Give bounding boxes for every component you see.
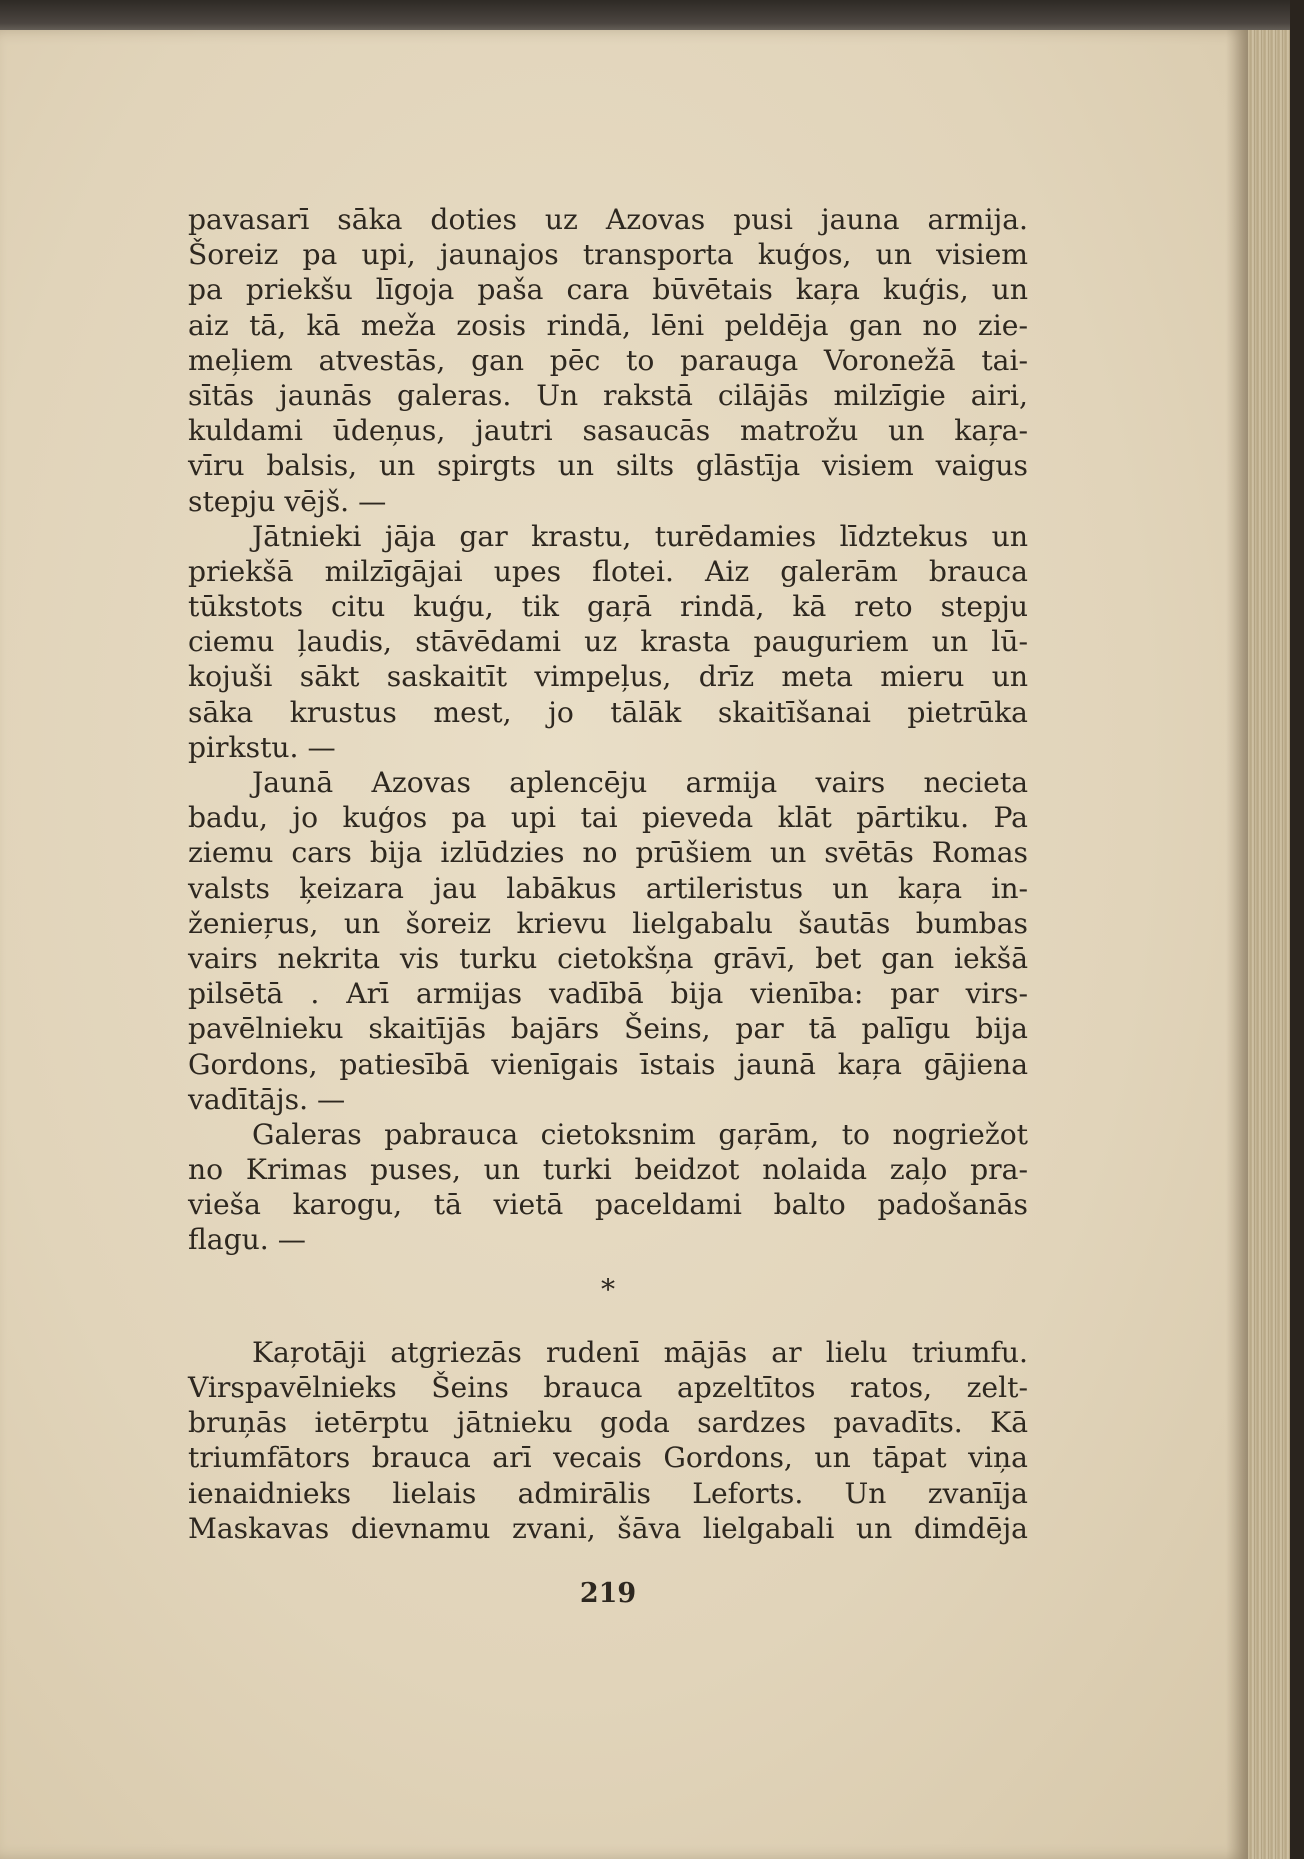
text-line: pavēlnieku skaitījās bajārs Šeins, par tā palīgu bija bbox=[188, 1012, 1028, 1046]
text-line: vairs nekrita vis turku cietokšņa grāvī, bet gan iekšā bbox=[188, 941, 1028, 975]
text-line: kojuši sākt saskaitīt vimpeļus, drīz meta mieru un bbox=[188, 660, 1028, 694]
text-line: pilsētā . Arī armijas vadībā bija vienība: par virs- bbox=[188, 977, 1028, 1011]
text-line: Virspavēlnieks Šeins brauca apzeltītos ratos, zelt- bbox=[188, 1371, 1028, 1404]
text-line: Jātnieki jāja gar krastu, turēdamies līdztekus un bbox=[252, 519, 1028, 553]
text-line: Maskavas dievnamu zvani, šāva lielgabali un dimdēja bbox=[188, 1511, 1028, 1545]
text-line: ienaidnieks lielais admirālis Leforts. Un zvanīja bbox=[188, 1476, 1028, 1510]
text-line: bruņās ietērptu jātnieku goda sardzes pavadīts. Kā bbox=[188, 1406, 1028, 1440]
text-line: no Krimas puses, un turki beidzot nolaida zaļo pra- bbox=[188, 1153, 1028, 1187]
text-line: sītās jaunās galeras. Un rakstā cilājās milzīgie airi, bbox=[188, 378, 1028, 412]
spacer bbox=[188, 1258, 1028, 1272]
spacer bbox=[188, 1307, 1028, 1335]
text-line: ciemu ļaudis, stāvēdami uz krasta pauguriem un lū- bbox=[188, 625, 1028, 659]
text-line: priekšā milzīgājai upes flotei. Aiz galerām brauca bbox=[188, 554, 1028, 588]
text-line: kuldami ūdeņus, jautri sasaucās matrožu un kaŗa- bbox=[188, 414, 1028, 448]
text-line: Gordons, patiesībā vienīgais īstais jaunā kaŗa gājiena bbox=[188, 1047, 1028, 1081]
text-line: aiz tā, kā meža zosis rindā, lēni peldēja gan no zie- bbox=[188, 308, 1028, 342]
body-text bbox=[188, 202, 1028, 1546]
text-line: tūkstots citu kuģu, tik gaŗā rindā, kā reto stepju bbox=[188, 590, 1028, 624]
page-number: 219 bbox=[579, 1578, 637, 1609]
text-line: Kaŗotāji atgriezās rudenī mājās ar lielu triumfu. bbox=[252, 1335, 1028, 1369]
text-line: Šoreiz pa upi, jaunajos transporta kuģos, un visiem bbox=[188, 238, 1028, 272]
text-line: badu, jo kuģos pa upi tai pieveda klāt pārtiku. Pa bbox=[188, 801, 1028, 835]
text-line: vadītājs. — bbox=[188, 1082, 346, 1116]
text-line: Jaunā Azovas aplencēju armija vairs necieta bbox=[252, 766, 1028, 799]
text-line: triumfātors brauca arī vecais Gordons, un tāpat viņa bbox=[188, 1441, 1028, 1475]
text-line: ziemu cars bija izlūdzies no prūšiem un svētās Romas bbox=[188, 836, 1028, 870]
text-line: pirkstu. — bbox=[188, 730, 336, 764]
text-line: meļiem atvestās, gan pēc to parauga Voronežā tai- bbox=[188, 343, 1028, 377]
text-line: ženieŗus, un šoreiz krievu lielgabalu šautās bumbas bbox=[188, 906, 1028, 940]
text-line: Galeras pabrauca cietoksnim gaŗām, to nogriežot bbox=[252, 1117, 1028, 1151]
text-line: pavasarī sāka doties uz Azovas pusi jauna armija. bbox=[188, 203, 1028, 236]
text-line: flagu. — bbox=[188, 1223, 306, 1257]
text-line: stepju vējš. — bbox=[188, 484, 387, 518]
text-line: valsts ķeizara jau labākus artileristus un kaŗa in- bbox=[188, 871, 1028, 905]
text-line: vieša karogu, tā vietā paceldami balto padošanās bbox=[188, 1188, 1028, 1222]
text-line: pa priekšu līgoja paša cara būvētais kaŗa kuģis, un bbox=[188, 273, 1028, 307]
text-line: sāka krustus mest, jo tālāk skaitīšanai pietrūka bbox=[188, 695, 1028, 729]
book-cover-edge bbox=[1290, 0, 1304, 1859]
section-separator: * bbox=[600, 1272, 616, 1306]
text-line: vīru balsis, un spirgts un silts glāstīja visiem vaigus bbox=[188, 449, 1028, 483]
